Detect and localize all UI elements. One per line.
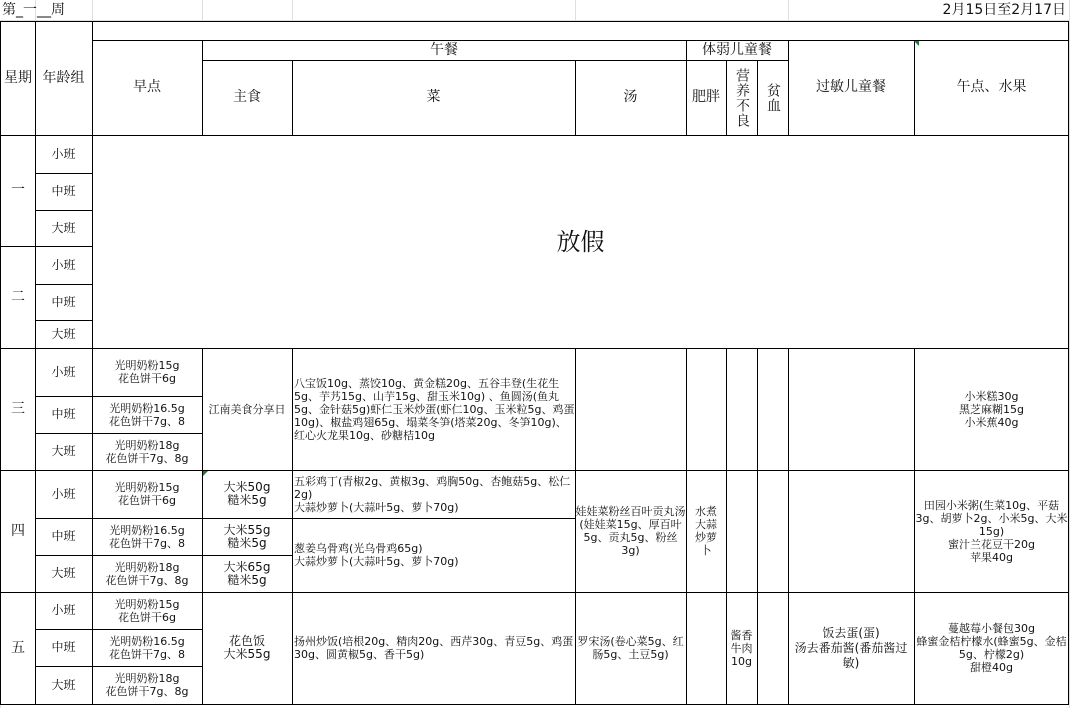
obese-meal-cell: 水煮大蒜炒萝卜 (695, 505, 717, 557)
breakfast-cell: 光明奶粉15g 花色饼干6g (114, 481, 180, 507)
header-breakfast: 早点 (133, 79, 161, 95)
header-age-group: 年龄组 (42, 69, 85, 86)
age-group-label: 大班 (51, 566, 76, 580)
weekday-fri: 五 (11, 639, 25, 656)
header-weekday: 星期 (4, 69, 32, 86)
snack-cell: 蔓越莓小餐包30g 蜂蜜金桔柠檬水(蜂蜜5g、金桔5g、柠檬2g) 甜橙40g (916, 622, 1067, 674)
age-group-label: 中班 (51, 294, 76, 309)
weekday-thu: 四 (11, 522, 25, 539)
staple-cell: 大米65g 糙米5g (223, 559, 271, 587)
age-group-label: 中班 (51, 529, 76, 543)
breakfast-cell: 光明奶粉16.5g 花色饼干7g、8 (109, 401, 185, 428)
week-label: 第_一__周 (2, 2, 65, 18)
age-group-label: 大班 (51, 444, 76, 458)
snack-cell: 小米糕30g 黑芝麻糊15g 小米蕉40g (959, 389, 1024, 429)
age-group-label: 大班 (51, 326, 76, 341)
header-snack-fruit: 午点、水果 (956, 79, 1027, 95)
header-obese: 肥胖 (692, 89, 720, 105)
date-range: 2月15日至2月17日 (942, 2, 1066, 18)
age-group-label: 小班 (51, 603, 76, 617)
dishes-cell: 八宝饭10g、蒸饺10g、黄金糕20g、五谷丰登(生花生5g、芋艿15g、山芋15g、甜玉米10g) 、鱼圆汤(鱼丸5g、金针菇5g)虾仁玉米炒蛋(虾仁10g、玉米粒5g、鸡蛋10g)、椒盐鸡翅65g、塌菜冬笋(塔菜20g、冬笋10g)、红心火龙果10g、砂糖桔10g (294, 376, 575, 442)
staple-cell: 大米50g 糙米5g (223, 480, 271, 507)
age-group-label: 中班 (51, 640, 76, 654)
holiday-text: 放假 (556, 227, 605, 256)
breakfast-cell: 光明奶粉16.5g 花色饼干7g、8 (109, 523, 185, 550)
breakfast-cell: 光明奶粉18g 花色饼干7g、8g (105, 672, 189, 698)
breakfast-cell: 光明奶粉15g 花色饼干6g (114, 359, 180, 385)
age-group-label: 大班 (51, 677, 76, 692)
dishes-cell: 葱姜乌骨鸡(光乌骨鸡65g) 大蒜炒萝卜(大蒜叶5g、萝卜70g) (294, 542, 459, 568)
age-group-label: 小班 (51, 146, 76, 161)
header-allergy-meal: 过敏儿童餐 (816, 79, 886, 95)
staple-cell: 大米55g 糙米5g (223, 522, 271, 550)
header-weak-meal: 体弱儿童餐 (702, 41, 772, 58)
age-group-label: 小班 (51, 257, 76, 272)
age-group-label: 小班 (51, 364, 76, 379)
header-staple: 主食 (233, 89, 261, 105)
comment-marker-icon (914, 41, 919, 46)
comment-marker-icon (203, 471, 208, 476)
dishes-cell: 五彩鸡丁(青椒2g、黄椒3g、鸡胸50g、杏鲍菇5g、松仁2g) 大蒜炒萝卜(大蒜叶5g、萝卜70g) (294, 474, 571, 514)
header-lunch: 午餐 (430, 41, 458, 58)
dishes-cell: 扬州炒饭(培根20g、精肉20g、西芹30g、青豆5g、鸡蛋30g、圆黄椒5g、香干5g) (294, 635, 574, 661)
header-soup: 汤 (623, 89, 638, 105)
snack-cell: 田园小米粥(生菜10g、平菇3g、胡萝卜2g、小米5g、大米15g) 蜜汁兰花豆干20g 苹果40g (915, 498, 1068, 564)
breakfast-cell: 光明奶粉18g 花色饼干7g、8g (105, 438, 189, 465)
header-anemia: 贫血 (765, 82, 781, 113)
weekday-wed: 三 (11, 400, 25, 417)
soup-cell: 娃娃菜粉丝百叶贡丸汤(娃娃菜15g、厚百叶5g、贡丸5g、粉丝3g) (575, 505, 686, 557)
breakfast-cell: 光明奶粉15g 花色饼干6g (114, 597, 180, 624)
age-group-label: 大班 (51, 220, 76, 235)
breakfast-cell: 光明奶粉18g 花色饼干7g、8g (105, 560, 189, 587)
staple-cell: 江南美食分享日 (208, 402, 286, 416)
age-group-label: 小班 (51, 486, 76, 501)
soup-cell: 罗宋汤(卷心菜5g、红肠5g、土豆5g) (577, 635, 684, 661)
weekday-mon: 一 (11, 182, 25, 198)
weekday-tue: 二 (11, 288, 25, 305)
age-group-label: 中班 (51, 407, 76, 421)
malnutrition-meal-cell: 酱香牛肉10g (730, 628, 753, 668)
header-dishes: 菜 (426, 89, 441, 105)
allergy-meal-cell: 饭去蛋(蛋) 汤去番茄酱(番茄酱过敏) (794, 625, 908, 670)
header-malnutrition: 营养不良 (734, 67, 750, 128)
breakfast-cell: 光明奶粉16.5g 花色饼干7g、8 (109, 634, 185, 661)
staple-cell: 花色饭 大米55g (223, 634, 271, 661)
age-group-label: 中班 (51, 184, 76, 198)
